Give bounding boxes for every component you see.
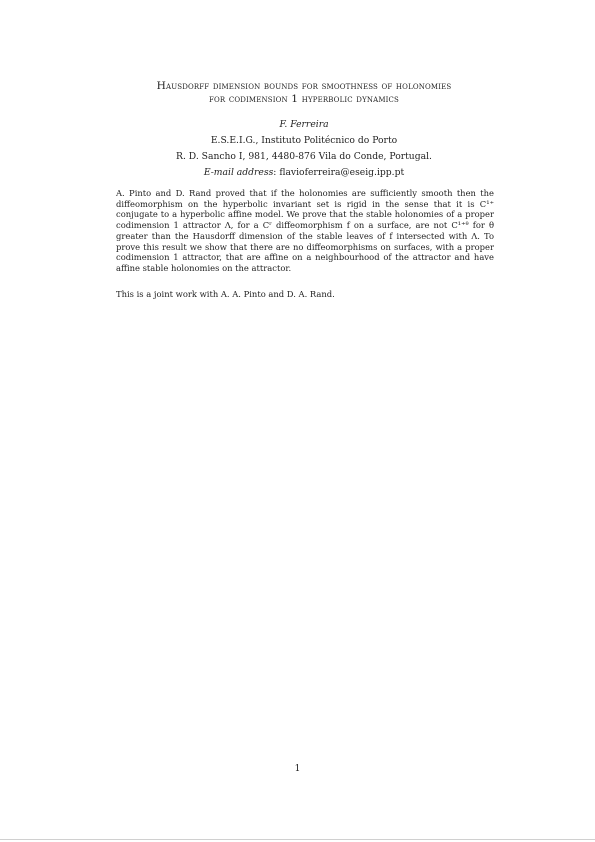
joint-work-note: This is a joint work with A. A. Pinto and D. A. Rand. <box>116 289 335 299</box>
email-address[interactable]: flavioferreira@eseig.ipp.pt <box>279 167 405 178</box>
abstract-line: prove this result we show that there are no diffeomorphisms on surfaces, with a proper <box>116 241 494 252</box>
abstract-line: codimension 1 attractor Λ, for a Cʳ diffeomorphism f on a surface, are not C¹⁺ᶿ for θ <box>116 220 494 231</box>
email-line: E-mail address: flavioferreira@eseig.ipp.pt <box>203 167 405 178</box>
title-line-1: Hausdorff dimension bounds for smoothness of holonomies <box>156 80 452 92</box>
author-name: F. Ferreira <box>279 119 329 130</box>
abstract-line: affine stable holonomies on the attractor. <box>116 262 292 273</box>
affiliation-address: R. D. Sancho I, 981, 4480-876 Vila do Conde, Portugal. <box>176 151 432 162</box>
abstract-line: diffeomorphism on the hyperbolic invariant set is rigid in the sense that it is C¹⁺ <box>116 198 494 209</box>
abstract <box>116 188 494 274</box>
affiliation-institution: E.S.E.I.G., Instituto Politécnico do Porto <box>210 135 398 146</box>
page-bottom-edge <box>0 839 595 840</box>
page-number: 1 <box>294 764 301 774</box>
paper-title <box>100 80 508 106</box>
abstract-line: greater than the Hausdorff dimension of the stable leaves of f intersected with Λ. To <box>116 230 494 241</box>
abstract-line: conjugate to a hyperbolic affine model. We prove that the stable holonomies of a proper <box>116 209 494 220</box>
abstract-line: A. Pinto and D. Rand proved that if the holonomies are sufficiently smooth then the <box>116 188 494 198</box>
title-line-2: for codimension 1 hyperbolic dynamics <box>208 93 400 105</box>
abstract-line: codimension 1 attractor, that are affine on a neighbourhood of the attractor and have <box>116 252 494 263</box>
email-label: E-mail address <box>203 167 274 178</box>
